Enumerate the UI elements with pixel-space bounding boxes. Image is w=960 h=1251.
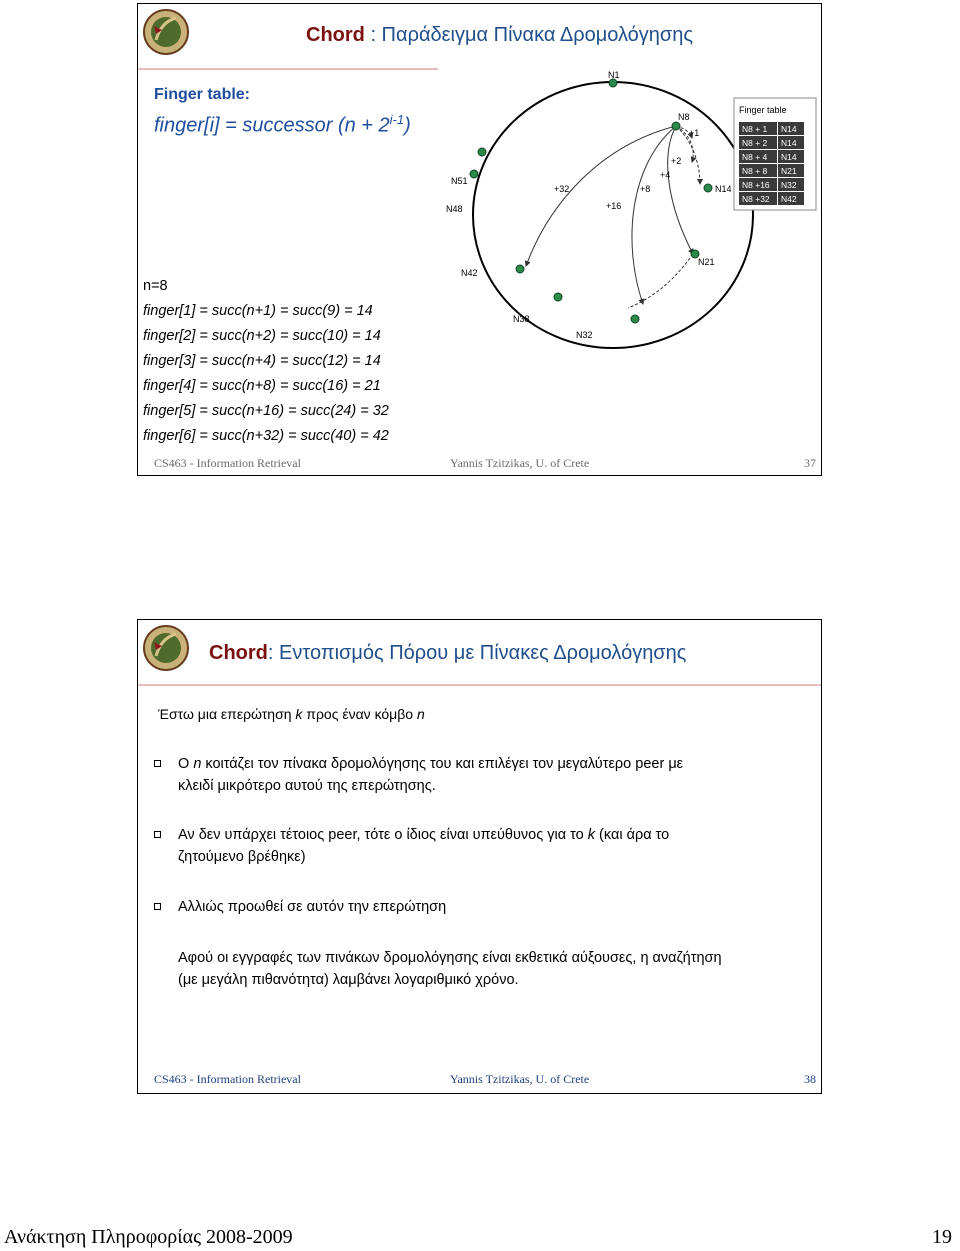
node-label: N48: [446, 204, 463, 214]
title-text: : Εντοπισμός Πόρου με Πίνακες Δρομολόγησης: [267, 642, 687, 664]
finger-arc: [526, 126, 676, 266]
node-label: N32: [576, 330, 593, 340]
table-cell: N32: [781, 180, 797, 190]
note-line: (με μεγάλη πιθανότητα) λαμβάνει λογαριθμικό χρόνο.: [178, 972, 519, 988]
table-cell: N8 + 1: [742, 124, 768, 134]
bullet-item: [178, 753, 683, 797]
finger-table-title: Finger table: [739, 105, 787, 115]
table-cell: N8 +32: [742, 194, 770, 204]
node-label: N42: [461, 268, 478, 278]
university-seal-logo: [142, 6, 190, 58]
slide-38: [137, 619, 822, 1094]
finger-arc: [668, 126, 693, 254]
table-cell: N8 + 2: [742, 138, 768, 148]
intro-mid: προς έναν κόμβο: [302, 706, 417, 722]
footer-author: Yannis Tzitzikas, U. of Crete: [450, 1072, 590, 1086]
slide-37: [137, 3, 822, 476]
chord-ring-diagram: [438, 66, 822, 356]
note-line: Αφού οι εγγραφές των πινάκων δρομολόγησης είναι εκθετικά αύξουσες, η αναζήτηση: [178, 950, 722, 966]
calc-line: finger[3] = succ(n+4) = succ(12) = 14: [143, 353, 381, 369]
bullet-text-line: ζητούμενο βρέθηκε): [178, 849, 306, 865]
slide-title: [209, 642, 686, 665]
footer-author: Yannis Tzitzikas, U. of Crete: [450, 456, 590, 470]
bullet-item: [178, 896, 446, 918]
title-divider: [138, 684, 821, 686]
bullet-square: [154, 760, 161, 767]
footer-page-number: 38: [804, 1072, 816, 1086]
node-label: N1: [608, 70, 620, 80]
hop-label: +4: [660, 170, 671, 180]
node-label: N38: [513, 314, 530, 324]
calc-line: n=8: [143, 278, 168, 294]
calc-line: finger[1] = succ(n+1) = succ(9) = 14: [143, 303, 373, 319]
intro-n: n: [416, 706, 425, 722]
ring-circle: [473, 82, 753, 348]
handout-footer-title: Ανάκτηση Πληροφορίας 2008-2009: [4, 1226, 293, 1248]
node-label: N8: [678, 112, 690, 122]
intro-prefix: Έστω μια επερώτηση: [158, 706, 296, 722]
finger-arc: [632, 126, 676, 304]
intro-text: [158, 706, 425, 722]
bullet-text-part: κοιτάζει τον πίνακα δρομολόγησης του και επιλέγει τον μεγαλύτερο peer με: [201, 756, 684, 772]
bullet-text-italic: k: [587, 827, 596, 843]
slide-title: [306, 24, 693, 47]
node-label: N14: [715, 184, 732, 194]
hop-label: +8: [640, 184, 651, 194]
finger-formula: [154, 112, 411, 138]
calc-line: finger[6] = succ(n+32) = succ(40) = 42: [143, 428, 389, 444]
bullet-text-part: Ο: [178, 756, 194, 772]
footer-page-number: 37: [804, 456, 816, 470]
bullet-item: [178, 824, 669, 868]
bullet-square: [154, 903, 161, 910]
table-cell: N14: [781, 124, 797, 134]
footer-course: CS463 - Information Retrieval: [154, 456, 301, 470]
formula-suffix: ): [404, 114, 411, 137]
calc-line: finger[2] = succ(n+2) = succ(10) = 14: [143, 328, 381, 344]
note-text: [178, 947, 722, 991]
bullet-text-part: (και άρα το: [595, 827, 670, 843]
table-cell: N8 + 4: [742, 152, 768, 162]
bullet-square: [154, 831, 161, 838]
title-brand: Chord: [209, 642, 268, 664]
title-brand: Chord: [306, 24, 365, 46]
table-cell: N8 +16: [742, 180, 770, 190]
university-seal-logo: [142, 622, 190, 674]
handout-page-number: 19: [932, 1226, 952, 1248]
hop-label: +1: [689, 128, 700, 138]
footer-course: CS463 - Information Retrieval: [154, 1072, 301, 1086]
bullet-text-line: κλειδί μικρότερο αυτού της επερώτησης.: [178, 778, 436, 794]
bullet-text-italic: n: [193, 756, 202, 772]
table-cell: N14: [781, 138, 797, 148]
formula-exponent: i-1: [389, 112, 405, 127]
finger-table-box: [734, 98, 816, 210]
node-label: N51: [451, 176, 468, 186]
intro-k: k: [295, 706, 303, 722]
formula-prefix: finger[i] = successor (n + 2: [154, 114, 390, 137]
table-cell: N21: [781, 166, 797, 176]
bullet-text-part: Αν δεν υπάρχει τέτοιος peer, τότε ο ίδιος είναι υπεύθυνος για το: [178, 827, 588, 843]
table-cell: N42: [781, 194, 797, 204]
bullet-text-line: Αλλιώς προωθεί σε αυτόν την επερώτηση: [178, 899, 447, 915]
hop-label: +32: [554, 184, 570, 194]
title-divider: [138, 68, 438, 70]
node-label: N21: [698, 257, 715, 267]
calc-line: finger[5] = succ(n+16) = succ(24) = 32: [143, 403, 389, 419]
table-cell: N8 + 8: [742, 166, 768, 176]
title-text: : Παράδειγμα Πίνακα Δρομολόγησης: [364, 24, 694, 46]
hop-label: +16: [606, 201, 622, 211]
table-cell: N14: [781, 152, 797, 162]
calc-line: finger[4] = succ(n+8) = succ(16) = 21: [143, 378, 381, 394]
finger-table-heading: Finger table:: [154, 86, 251, 103]
hop-label: +2: [671, 156, 682, 166]
